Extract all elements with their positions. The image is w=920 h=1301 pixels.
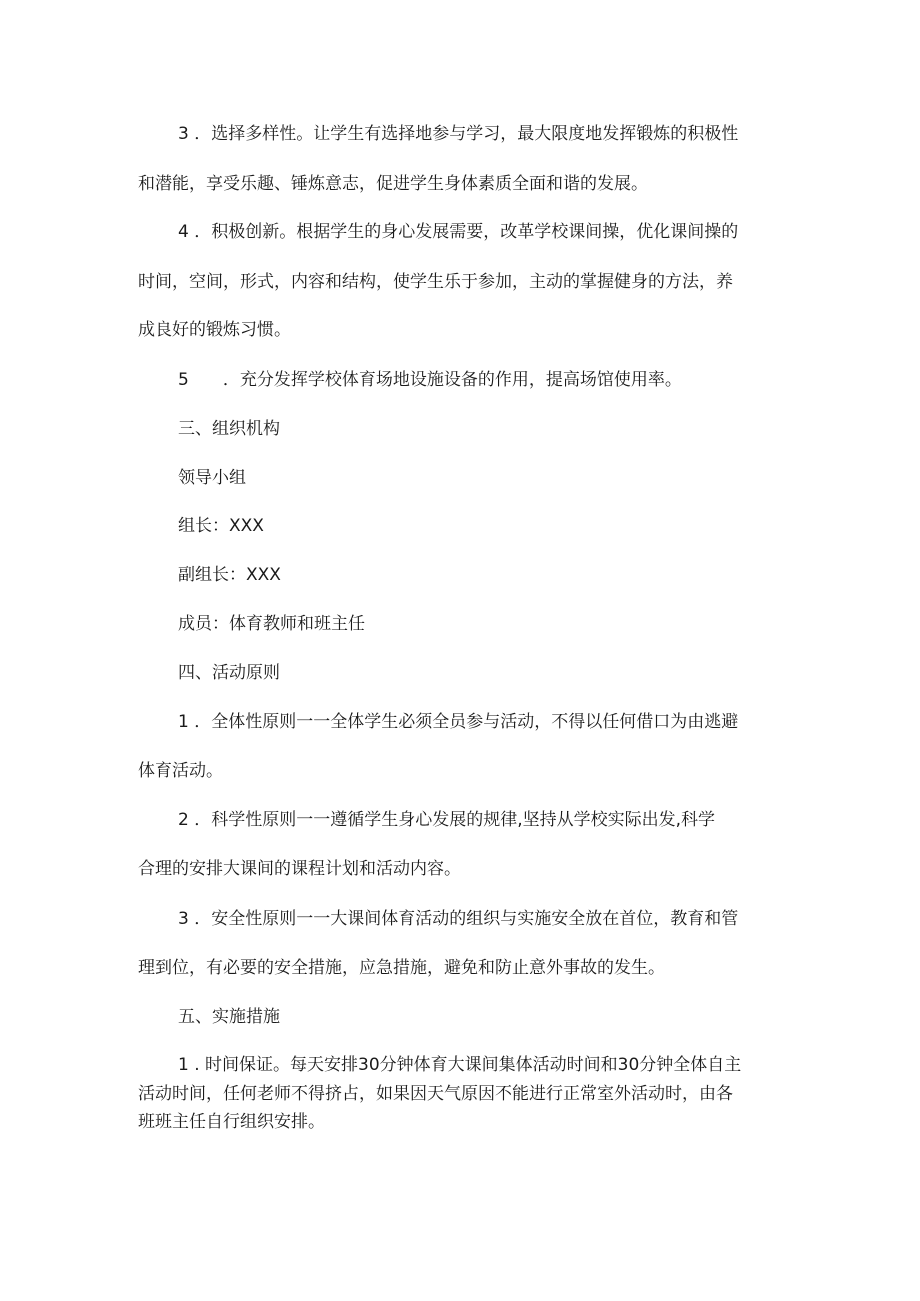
paragraph-line: 班班主任自行组织安排。 <box>138 1112 325 1132</box>
paragraph-line: 3 ．安全性原则一一大课间体育活动的组织与实施安全放在首位，教育和管 <box>178 909 739 929</box>
paragraph-line: 成员：体育教师和班主任 <box>178 614 365 634</box>
paragraph-line: 领导小组 <box>178 468 246 488</box>
paragraph-line: 体育活动。 <box>138 761 223 781</box>
paragraph-line: 3 ．选择多样性。让学生有选择地参与学习，最大限度地发挥锻炼的积极性 <box>178 124 739 144</box>
paragraph-line: 组长：XXX <box>178 516 264 536</box>
paragraph-line: 5 ．充分发挥学校体育场地设施设备的作用，提高场馆使用率。 <box>178 370 682 390</box>
section-heading: 三、组织机构 <box>178 419 280 439</box>
paragraph-line: 活动时间，任何老师不得挤占，如果因天气原因不能进行正常室外活动时，由各 <box>138 1084 733 1104</box>
paragraph-line: 副组长：XXX <box>178 565 281 585</box>
paragraph-line: 理到位，有必要的安全措施，应急措施，避免和防止意外事故的发生。 <box>138 958 665 978</box>
paragraph-line: 成良好的锻炼习惯。 <box>138 320 291 340</box>
paragraph-line: 4 ．积极创新。根据学生的身心发展需要，改革学校课间操，优化课间操的 <box>178 222 739 242</box>
paragraph-line: 合理的安排大课间的课程计划和活动内容。 <box>138 859 461 879</box>
paragraph-line: 2 ．科学性原则一一遵循学生身心发展的规律,坚持从学校实际出发,科学 <box>178 810 716 830</box>
paragraph-line: 1 ．全体性原则一一全体学生必须全员参与活动，不得以任何借口为由逃避 <box>178 712 739 732</box>
paragraph-line: 时间，空间，形式，内容和结构，使学生乐于参加，主动的掌握健身的方法，养 <box>138 272 733 292</box>
paragraph-line: 和潜能，享受乐趣、锤炼意志，促进学生身体素质全面和谐的发展。 <box>138 174 648 194</box>
paragraph-line: 1 . 时间保证。每天安排30分钟体育大课间集体活动时间和30分钟全体自主 <box>178 1055 742 1075</box>
section-heading: 四、活动原则 <box>178 663 280 683</box>
section-heading: 五、实施措施 <box>178 1007 280 1027</box>
